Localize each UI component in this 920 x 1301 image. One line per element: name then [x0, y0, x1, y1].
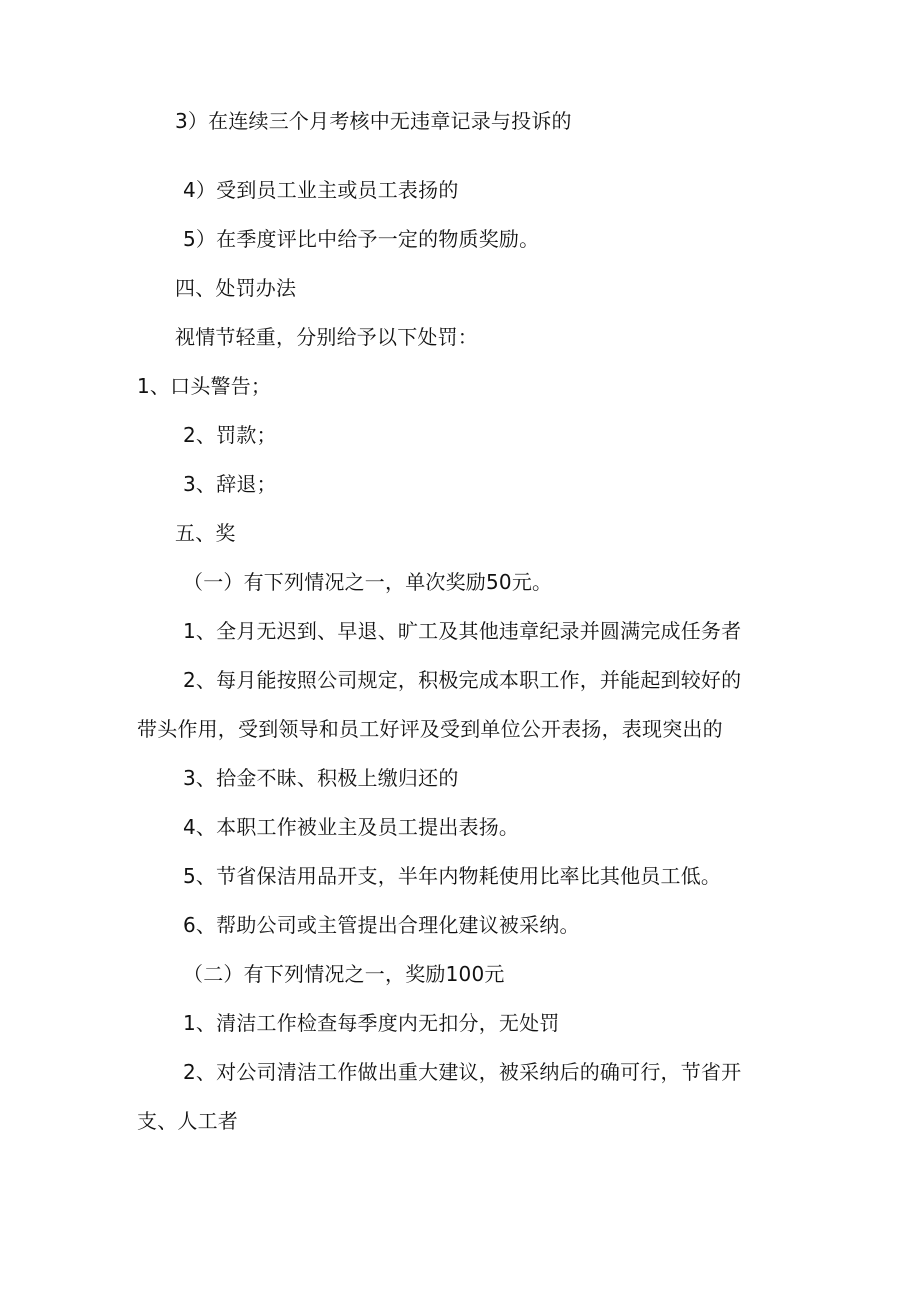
- text-line: 2、对公司清洁工作做出重大建议，被采纳后的确可行，节省开: [183, 1060, 742, 1084]
- section-heading: 四、处罚办法: [175, 276, 297, 300]
- subsection-heading: （一）有下列情况之一，单次奖励50元。: [183, 570, 553, 594]
- text-line: 5、节省保洁用品开支，半年内物耗使用比率比其他员工低。: [183, 864, 722, 888]
- text-line: 1、全月无迟到、早退、旷工及其他违章纪录并圆满完成任务者: [183, 619, 742, 643]
- subsection-heading: （二）有下列情况之一，奖励100元: [183, 962, 505, 986]
- text-line: 4、本职工作被业主及员工提出表扬。: [183, 815, 520, 839]
- text-line: 带头作用，受到领导和员工好评及受到单位公开表扬，表现突出的: [137, 717, 723, 741]
- text-line: 5）在季度评比中给予一定的物质奖励。: [183, 227, 540, 251]
- text-line: 1、清洁工作检查每季度内无扣分，无处罚: [183, 1011, 560, 1035]
- text-line: 3、辞退；: [183, 472, 277, 496]
- section-heading: 五、奖: [175, 521, 236, 545]
- text-line: 支、人工者: [137, 1109, 238, 1133]
- text-line: 4）受到员工业主或员工表扬的: [183, 178, 459, 202]
- text-line: 3、拾金不昧、积极上缴归还的: [183, 766, 459, 790]
- text-line: 视情节轻重，分别给予以下处罚：: [175, 325, 478, 349]
- text-line: 2、罚款；: [183, 423, 277, 447]
- text-line: 2、每月能按照公司规定，积极完成本职工作，并能起到较好的: [183, 668, 742, 692]
- text-line: 1、口头警告；: [137, 374, 272, 398]
- text-line: 3）在连续三个月考核中无违章记录与投诉的: [175, 109, 572, 133]
- text-line: 6、帮助公司或主管提出合理化建议被采纳。: [183, 913, 580, 937]
